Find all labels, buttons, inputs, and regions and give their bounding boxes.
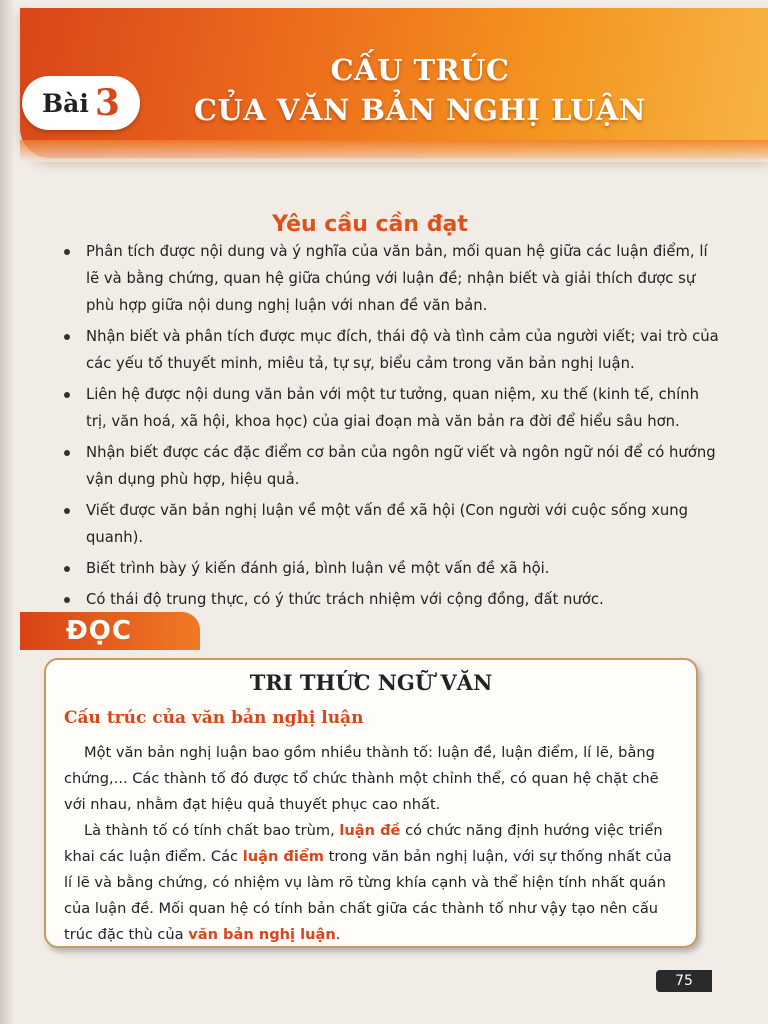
- knowledge-title: TRI THỨC NGỮ VĂN: [249, 670, 493, 695]
- lesson-title-line1: CẤU TRÚC: [330, 53, 510, 87]
- knowledge-paragraph-1: Một văn bản nghị luận bao gồm nhiều thành tố: luận đề, luận điểm, lí lẽ, bằng chứng,... Các thành tố đó được tổ chức thành một chỉnh thể, có quan hệ chặt chẽ với nhau, nhằm đạt hiệu quả thuyết phục cao nhất.: [64, 744, 659, 813]
- lesson-title-line2: CỦA VĂN BẢN NGHỊ LUẬN: [193, 93, 647, 127]
- term-van-ban-nghi-luan: văn bản nghị luận: [188, 926, 336, 943]
- requirement-item: Phân tích được nội dung và ý nghĩa của văn bản, mối quan hệ giữa các luận điểm, lí lẽ và bằng chứng, quan hệ giữa chúng với luận đề; nhận biết và giải thích được sự phù hợp giữa nội dung nghị luận với nhan đề văn bản.: [60, 238, 720, 319]
- lesson-label: Bài: [42, 88, 89, 118]
- lesson-title: [140, 50, 700, 130]
- requirements-heading: Yêu cầu cần đạt: [272, 212, 468, 237]
- requirement-item: Biết trình bày ý kiến đánh giá, bình luận về một vấn đề xã hội.: [60, 555, 720, 582]
- knowledge-box: [44, 658, 698, 948]
- para2-text-3: trong văn bản nghị luận, với sự thống nhất của lí lẽ và bằng chứng, có nhiệm vụ làm rõ từng khía cạnh và thể hiện tính nhất quán của luận đề. Mối quan hệ có tính bản chất giữa các thành tố như vậy tạo nên cấu trúc đặc thù của: [64, 848, 672, 943]
- knowledge-subtitle: Cấu trúc của văn bản nghị luận: [64, 708, 364, 728]
- knowledge-paragraph-2: [64, 818, 678, 948]
- term-luan-diem: luận điểm: [242, 848, 324, 865]
- para2-text-2: có chức năng định hướng việc triển khai các luận điểm. Các: [64, 822, 663, 865]
- para2-text-1: Là thành tố có tính chất bao trùm,: [84, 822, 340, 839]
- page-gutter-shadow: [0, 0, 14, 1024]
- requirement-item: Nhận biết được các đặc điểm cơ bản của ngôn ngữ viết và ngôn ngữ nói để có hướng vận dụng phù hợp, hiệu quả.: [60, 439, 720, 493]
- term-luan-de: luận đề: [339, 822, 401, 839]
- requirement-item: Liên hệ được nội dung văn bản với một tư tưởng, quan niệm, xu thế (kinh tế, chính trị, văn hoá, xã hội, khoa học) của giai đoạn mà văn bản ra đời để hiểu sâu hơn.: [60, 381, 720, 435]
- requirement-item: Viết được văn bản nghị luận về một vấn đề xã hội (Con người với cuộc sống xung quanh).: [60, 497, 720, 551]
- lesson-number: 3: [94, 82, 120, 124]
- requirement-item: Nhận biết và phân tích được mục đích, thái độ và tình cảm của người viết; vai trò của các yếu tố thuyết minh, miêu tả, tự sự, biểu cảm trong văn bản nghị luận.: [60, 323, 720, 377]
- page-number: 75: [656, 970, 712, 992]
- lesson-badge: [22, 76, 140, 130]
- requirement-item: Có thái độ trung thực, có ý thức trách nhiệm với cộng đồng, đất nước.: [60, 586, 720, 613]
- section-tab-reading: [20, 612, 200, 650]
- section-label: ĐỌC: [66, 616, 132, 646]
- requirements-list: [60, 238, 720, 617]
- para2-text-4: .: [335, 926, 341, 943]
- banner-fade: [20, 140, 768, 162]
